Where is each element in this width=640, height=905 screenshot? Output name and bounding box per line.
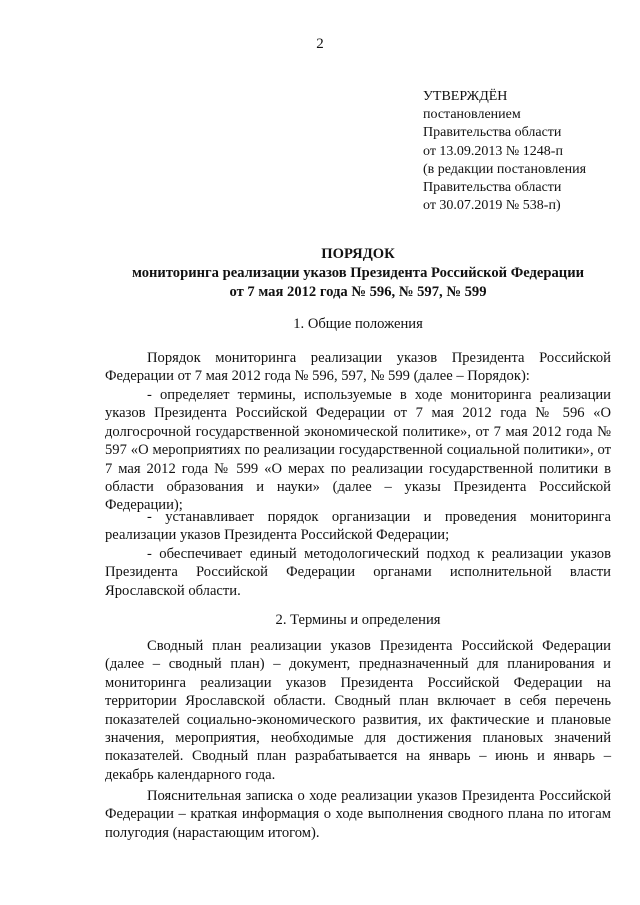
title-line: мониторинга реализации указов Президента Российской Федерации (131, 265, 585, 281)
approval-line: Правительства области (423, 125, 562, 141)
approval-line: от 30.07.2019 № 538-п) (423, 198, 561, 214)
paragraph: - устанавливает порядок организации и проведения мониторинга реализации указов Президента Российской Федерации; (105, 509, 611, 544)
title-line: от 7 мая 2012 года № 596, № 597, № 599 (229, 284, 487, 300)
paragraph: - обеспечивает единый методологический подход к реализации указов Президента Российской Федерации органами исполнительной власти Ярославской области. (105, 546, 611, 599)
paragraph: Сводный план реализации указов Президента Российской Федерации (далее – сводный план) – документ, предназначенный для планирования и мониторинга реализации указов Президента Российской Федерации на территории Ярославской области. Сводный план включает в себя перечень показателей социально-экономического развития, их фактические и плановые значения, мероприятия, необходимые для достижения плановых значений показателей. Сводный план разрабатывается на январь – июнь и январь – декабрь календарного года. (105, 638, 611, 783)
title-line: ПОРЯДОК (321, 246, 395, 262)
approval-line: (в редакции постановления (423, 161, 587, 177)
paragraph: - определяет термины, используемые в ходе мониторинга реализации указов Президента Российской Федерации от 7 мая 2012 года № 596 «О долгосрочной государственной экономической политике», от 7 мая 2012 года № 597 «О мероприятиях по реализации государственной социальной политики», от 7 мая 2012 года № 599 «О мерах по реализации государственной политики в области образования и науки» (далее – указы Президента Российской Федерации); (105, 387, 611, 514)
page-number: 2 (316, 36, 324, 52)
paragraph: Порядок мониторинга реализации указов Президента Российской Федерации от 7 мая 2012 года № 596, 597, № 599 (далее – Порядок): (105, 350, 611, 385)
approval-line: от 13.09.2013 № 1248-п (423, 143, 563, 159)
paragraph: Пояснительная записка о ходе реализации указов Президента Российской Федерации – краткая информация о ходе выполнения сводного плана по итогам полугодия (нарастающим итогом). (105, 788, 611, 841)
approval-line: Правительства области (423, 180, 562, 196)
section-heading-general: 1. Общие положения (293, 316, 423, 332)
section-heading-terms: 2. Термины и определения (275, 612, 441, 628)
approval-line: постановлением (423, 107, 521, 123)
approval-stamp (423, 88, 586, 215)
approval-line: УТВЕРЖДЁН (423, 89, 508, 104)
document-title (105, 245, 611, 302)
